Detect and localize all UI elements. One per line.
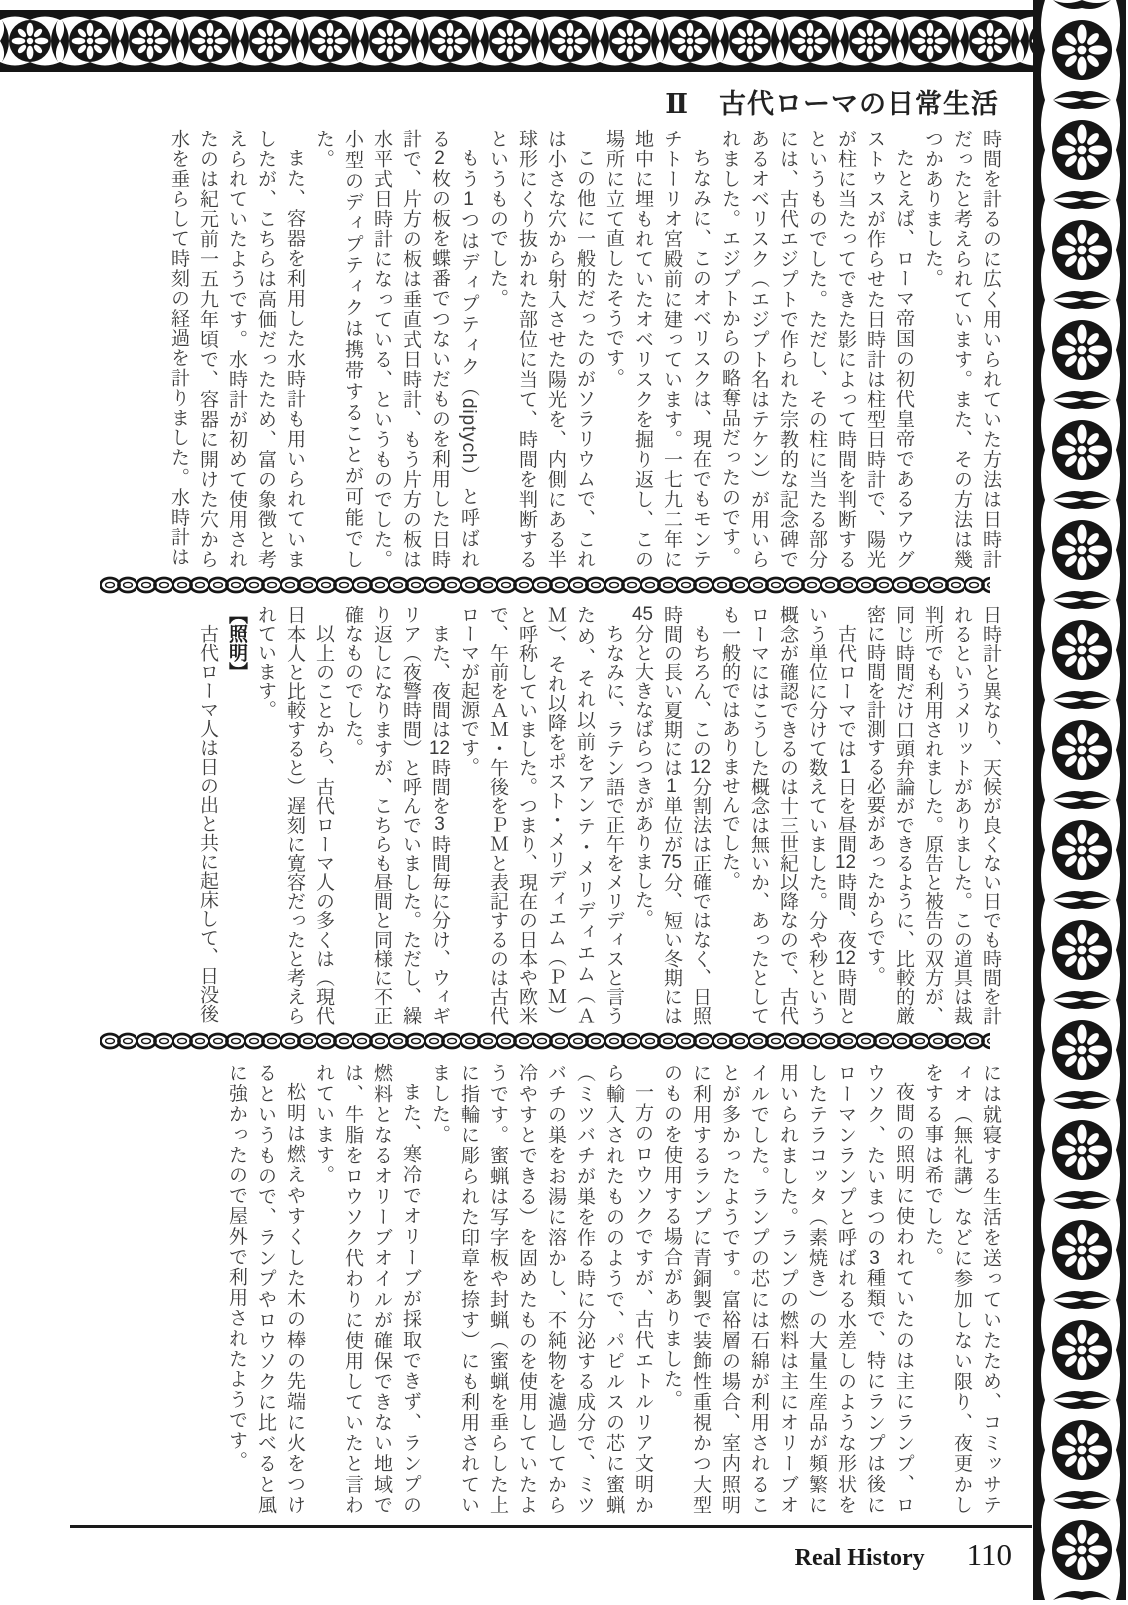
- paragraph: また、容器を利用した水時計も用いられていましたが、こちらは高価だったため、富の象徴と考えられていたようです。水時計が初めて使用されたのは紀元前一五九年頃で、容器に開けた穴から水を垂らして時刻の経過を計りました。水時計は: [168, 129, 305, 569]
- paragraph: たとえば、ローマ帝国の初代皇帝であるアウグストゥスが作らせた日時計は柱型日時計で、陽光が柱に当たってできた影によって時間を判断するというものでした。ただし、その柱に当たる部分には、古代エジプトで作られた宗教的な記念碑であるオベリスク（エジプト名はテケン）が用いられました。エジプトからの略奪品だったのです。: [719, 129, 914, 569]
- page-footer: [70, 1525, 1032, 1573]
- chapter-title: 古代ローマの日常生活: [719, 89, 999, 119]
- main-content: [100, 82, 1005, 1515]
- paragraph: また、寒冷でオリーブが採取できず、ランプの燃料となるオリーブオイルが確保できない地域では、牛脂をロウソク代わりに使用していたと言われています。: [313, 1063, 421, 1515]
- paragraph: 松明は燃えやすくした木の棒の先端に火をつけるというもので、ランプやロウソクに比べると風に強かったので屋外で利用されたようです。: [226, 1063, 305, 1515]
- section-timekeeping-1: [100, 129, 1005, 569]
- section-timekeeping-2: [100, 605, 1005, 1025]
- chain-divider: [100, 575, 1005, 595]
- paragraph: もちろん、この12分割法は正確ではなく、日照時間の長い夏期には1単位が75分、短い冬期には45分と大きなばらつきがありました。: [632, 605, 711, 1026]
- paragraph: 古代ローマでは1日を昼間12時間、夜12時間という単位に分けて数えていました。分や秒という概念が確認できるのは十三世紀以降なので、古代ローマにはこうした概念は無いか、あったとしても一般的ではありませんでした。: [719, 605, 856, 1025]
- paragraph: 一方のロウソクですが、古代エトルリア文明から輸入されたもののようで、パピルスの芯に蜜蝋（ミツバチが巣を作る時に分泌する成分で、ミツバチの巣をお湯に溶かし、不純物を濾過してから冷やすとできる）を固めたものを使用していたようです。蜜蝋は写字板や封蝋（蜜蝋を垂らした上に指輪に彫られた印章を捺す）にも利用されていました。: [429, 1063, 653, 1515]
- ornamental-border-right: [1033, 0, 1128, 1605]
- paragraph: 以上のことから、古代ローマ人の多くは（現代日本人と比較すると）遅刻に寛容だったと考えられています。: [255, 605, 334, 1025]
- paragraph: 夜間の照明に使われていたのは主にランプ、ロウソク、たいまつの3種類で、特にランプは後にローマンランプと呼ばれる水差しのような形状をしたテラコッタ（素焼き）の大量生産品が頻繁に用いられました。ランプの燃料は主にオリーブオイルでした。ランプの芯には石綿が利用されることが多かったようです。富裕層の場合、室内照明に利用するランプに青銅製で装飾性重視かつ大型のものを使用する場合がありました。: [661, 1063, 914, 1515]
- page-number: 110: [966, 1537, 1012, 1572]
- subheading-lighting: 【照明】: [226, 605, 247, 681]
- paragraph: 時間を計るのに広く用いられていた方法は日時計だったと考えられています。また、その方法は幾つかありました。: [922, 129, 1001, 569]
- chapter-numeral: Ⅱ: [665, 89, 689, 119]
- paragraph: また、夜間は12時間を3時間毎に分け、ウィギリア（夜警時間）と呼んでいました。ただし、繰り返しになりますが、こちらも昼間と同様に不正確なものでした。: [342, 605, 450, 1026]
- section-lighting: [100, 1063, 1005, 1515]
- paragraph: ちなみに、このオベリスクは、現在でもモンテチトーリオ宮殿前に建っています。一七九二年に地中に埋もれていたオベリスクを掘り返し、この場所に立て直したそうです。: [603, 129, 711, 569]
- paragraph: 古代ローマ人は日の出と共に起床して、日没後: [197, 624, 218, 1023]
- paragraph: ちなみに、ラテン語で正午をメリディスと言うため、それ以前をアンテ・メリディエム（ＡＭ）、それ以降をポスト・メリディエム（ＰＭ）と呼称していました。つまり、現在の日本や欧米で、午前をＡＭ・午後をＰＭと表記するのは古代ローマが起源です。: [458, 605, 624, 1025]
- chain-divider: [100, 1031, 1005, 1051]
- chapter-heading: [100, 82, 999, 121]
- paragraph: この他に一般的だったのがソラリウムで、これは小さな穴から射入させた陽光を、内側にある半球形にくり抜かれた部位に当て、時間を判断するというものでした。: [487, 129, 595, 569]
- paragraph: 日時計と異なり、天候が良くない日でも時間を計れるというメリットがありました。この道具は裁判所でも利用されました。原告と被告の双方が、同じ時間だけ口頭弁論ができるように、比較的厳密に時間を計測する必要があったからです。: [864, 605, 1001, 1026]
- ornamental-border-top: [0, 10, 1033, 77]
- paragraph: もう1つはディプティク（diptych）と呼ばれる2枚の板を蝶番でつないだものを利用した日時計で、片方の板は垂直式日時計、もう片方の板は水平式日時計になっている、というものでした。小型のディプティクは携帯することが可能でした。: [313, 129, 479, 570]
- paragraph: には就寝する生活を送っていたため、コミッサティオ（無礼講）などに参加しない限り、夜更かしをする事は希でした。: [922, 1063, 1001, 1515]
- book-title: Real History: [794, 1545, 925, 1571]
